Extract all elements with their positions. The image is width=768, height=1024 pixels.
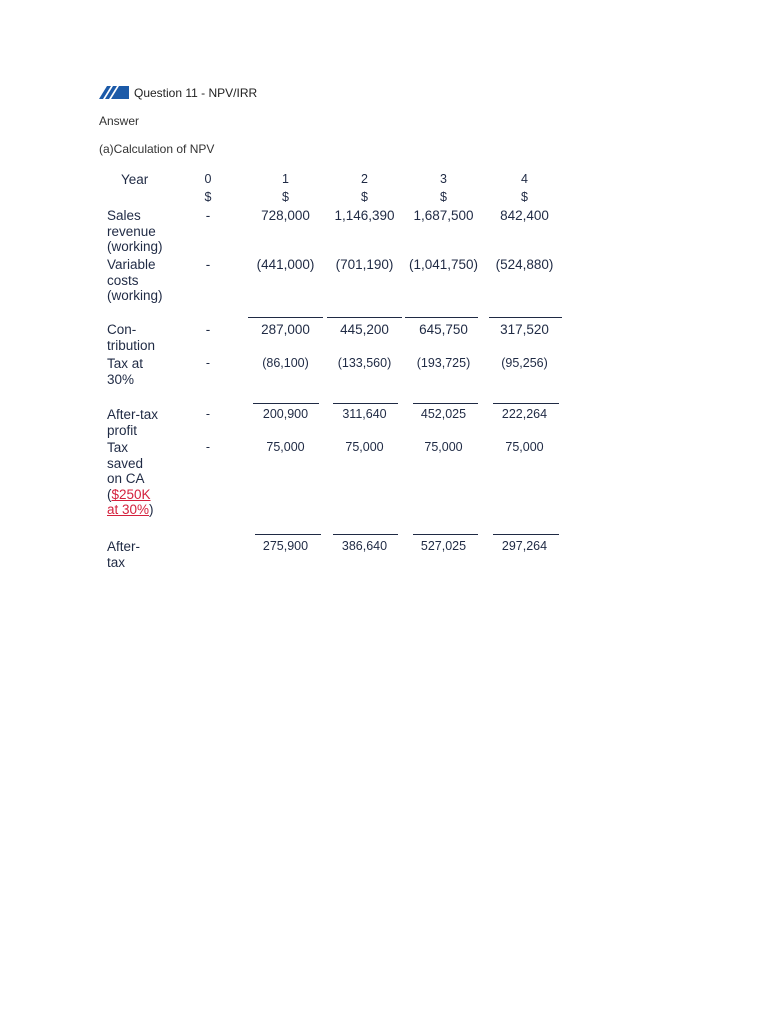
capital-allowance-link-cont[interactable]: at 30%: [107, 502, 150, 517]
row-label-after-tax-profit: After-tax profit: [107, 407, 159, 438]
row-label-tax-saved: Tax saved on CA ($250K at 30%): [107, 440, 154, 517]
cell-variable-2: (701,190): [335, 257, 394, 272]
section-title: (a)Calculation of NPV: [99, 142, 215, 156]
year-4: 4: [521, 172, 528, 186]
cell-after-tax-4: 297,264: [501, 539, 548, 553]
cell-variable-1: (441,000): [256, 257, 315, 272]
year-0: 0: [204, 172, 212, 186]
row-label-contribution: Con- tribution: [107, 322, 156, 353]
year-1: 1: [282, 172, 289, 186]
cell-variable-4: (524,880): [495, 257, 554, 272]
cell-after-tax-profit-1: 200,900: [262, 407, 309, 421]
row-label-after-tax: After- tax: [107, 539, 141, 570]
subtotal-rule: [493, 403, 559, 404]
subtotal-rule: [413, 534, 478, 535]
subtotal-rule: [255, 534, 321, 535]
row-label-variable: Variable costs (working): [107, 257, 163, 303]
cell-after-tax-profit-3: 452,025: [420, 407, 467, 421]
subtotal-rule: [248, 317, 323, 318]
cell-sales-2: 1,146,390: [334, 208, 395, 223]
subtotal-rule: [253, 403, 319, 404]
question-title: Question 11 - NPV/IRR: [134, 86, 258, 100]
cell-variable-0: -: [205, 257, 211, 272]
year-3: 3: [440, 172, 447, 186]
cell-sales-3: 1,687,500: [413, 208, 474, 223]
cell-tax-saved-4: 75,000: [505, 440, 544, 454]
cell-sales-1: 728,000: [261, 208, 310, 223]
cell-after-tax-2: 386,640: [341, 539, 388, 553]
unit-1: $: [282, 190, 289, 204]
cell-tax-2: (133,560): [337, 356, 392, 370]
subtotal-rule: [489, 317, 562, 318]
cell-after-tax-profit-4: 222,264: [501, 407, 548, 421]
cell-tax-saved-3: 75,000: [424, 440, 463, 454]
brand-stripe-logo-icon: [99, 86, 129, 99]
unit-3: $: [440, 190, 447, 204]
cell-contribution-3: 645,750: [419, 322, 468, 337]
capital-allowance-link[interactable]: $250K: [111, 486, 151, 502]
subtotal-rule: [333, 534, 398, 535]
unit-2: $: [361, 190, 368, 204]
cell-sales-0: -: [205, 208, 211, 223]
cell-contribution-2: 445,200: [340, 322, 389, 337]
subtotal-rule: [413, 403, 478, 404]
subtotal-rule: [327, 317, 402, 318]
cell-tax-saved-1: 75,000: [266, 440, 305, 454]
unit-4: $: [521, 190, 528, 204]
cell-tax-saved-0: -: [205, 440, 211, 454]
cell-contribution-1: 287,000: [261, 322, 310, 337]
subtotal-rule: [493, 534, 559, 535]
cell-tax-saved-2: 75,000: [345, 440, 384, 454]
subtotal-rule: [405, 317, 478, 318]
cell-tax-3: (193,725): [416, 356, 471, 370]
cell-contribution-0: -: [205, 322, 211, 337]
unit-0: $: [204, 190, 212, 204]
subtotal-rule: [333, 403, 398, 404]
answer-label: Answer: [99, 114, 140, 128]
cell-after-tax-3: 527,025: [420, 539, 467, 553]
cell-sales-4: 842,400: [500, 208, 549, 223]
cell-tax-0: -: [205, 356, 211, 370]
year-header: Year: [121, 172, 149, 187]
cell-tax-4: (95,256): [501, 356, 548, 370]
cell-after-tax-profit-2: 311,640: [342, 407, 387, 421]
cell-tax-1: (86,100): [262, 356, 309, 370]
year-2: 2: [361, 172, 368, 186]
row-label-sales: Sales revenue (working): [107, 208, 163, 254]
cell-variable-3: (1,041,750): [408, 257, 479, 272]
cell-after-tax-profit-0: -: [205, 407, 211, 421]
row-label-tax: Tax at 30%: [107, 356, 144, 387]
cell-contribution-4: 317,520: [500, 322, 549, 337]
cell-after-tax-1: 275,900: [262, 539, 309, 553]
